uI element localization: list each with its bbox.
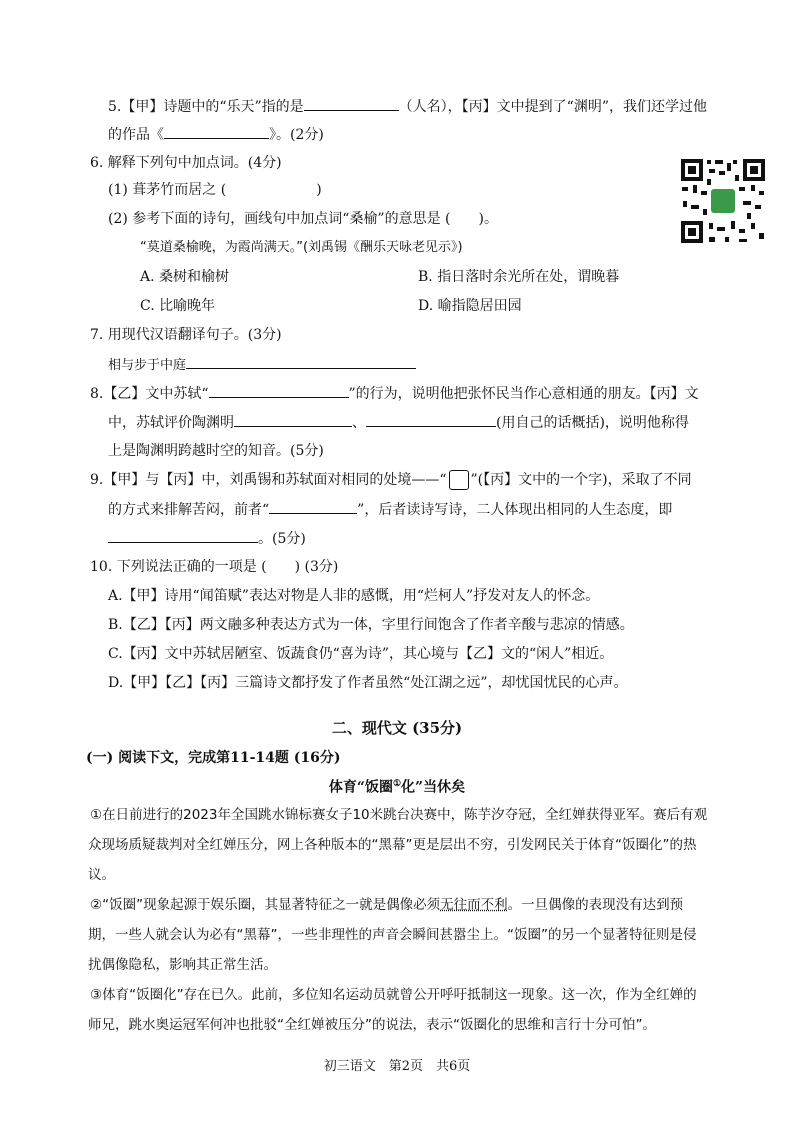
q7-sentence: 相与步于中庭 <box>108 358 187 373</box>
q5-blank2[interactable] <box>164 124 269 139</box>
q6-sub1 <box>108 180 322 200</box>
q9-blank2[interactable] <box>108 528 258 543</box>
q10-option-b: B.【乙】【丙】两文融多种表达方式为一体，字里行间饱含了作者辛酸与悲凉的情感。 <box>108 617 634 633</box>
q5-line1 <box>108 96 707 117</box>
q5-line2 <box>108 124 324 145</box>
q8-blank2[interactable] <box>234 412 352 427</box>
q6-option-a: A. 桑树和榆树 <box>140 269 230 285</box>
paragraph-2-b: 。一旦偶像的表现没有达到预期，一些人就会认为必有“黑幕”，一些非理性的声音会瞬间甚嚣尘上。“饭圈”的另一个显著特征则是侵扰偶像隐私，影响其正常生活。 <box>88 897 697 973</box>
q8-line1 <box>90 383 699 404</box>
q10-option-c: C.【丙】文中苏轼居陋室、饭蔬食仍“喜为诗”，其心境与【乙】文的“闲人”相近。 <box>108 646 614 662</box>
section2-title: 二、现代文 (35分) <box>331 719 463 737</box>
page-footer: 初三语文 第2页 共6页 <box>323 1059 471 1074</box>
q7-sentence-row <box>108 354 416 376</box>
q8-text-c: 中，苏轼评价陶渊明 <box>108 415 234 431</box>
q6-quote: “莫道桑榆晚，为霞尚满天。”(刘禹锡《酬乐天咏老见示》) <box>140 240 463 255</box>
section2-subsection: (一) 阅读下文，完成第11-14题 (16分) <box>86 750 341 766</box>
q10-option-d: D.【甲】【乙】【丙】三篇诗文都抒发了作者虽然“处江湖之远”，却忧国忧民的心声。 <box>108 675 628 691</box>
paragraph-2 <box>88 890 708 980</box>
q10-stem: 10. 下列说法正确的一项是 ( ) (3分) <box>90 559 339 575</box>
q9-blank1[interactable] <box>269 499 357 514</box>
q8-text-a: 8.【乙】文中苏轼“ <box>90 386 209 402</box>
q5-blank1[interactable] <box>304 96 399 111</box>
q9-text-e: 。(5分) <box>258 531 306 547</box>
q6-sub1-end: ) <box>316 182 322 198</box>
q9-text-d: ”，后者读诗写诗，二人体现出相同的人生态度，即 <box>357 502 673 518</box>
q8-blank1[interactable] <box>209 383 349 398</box>
paragraph-2-a: ②“饭圈”现象起源于娱乐圈，其显著特征之一就是偶像必须 <box>90 897 441 913</box>
paragraph-3: ③体育“饭圈化”存在已久。此前，多位知名运动员就曾公开呼吁抵制这一现象。这一次，作为全红婵的师兄，跳水奥运冠军何冲也批驳“全红婵被压分”的说法，表示“饭圈化的思维和言行十分可怕”。 <box>88 987 697 1033</box>
q9-text-b: ”(【丙】文中的一个字)，采取了不同 <box>470 472 692 488</box>
q5-text-a: 5.【甲】诗题中的“乐天”指的是 <box>108 99 304 115</box>
q9-text-c: 的方式来排解苦闷，前者“ <box>108 502 270 518</box>
q6-sub1-text: (1) 葺茅竹而居之 ( <box>108 182 227 198</box>
q8-line2 <box>108 412 689 433</box>
q6-stem: 6. 解释下列句中加点词。(4分) <box>90 155 282 171</box>
q9-line3 <box>108 528 306 549</box>
q9-text-a: 9.【甲】与【丙】中，刘禹锡和苏轼面对相同的处境——“ <box>90 472 447 488</box>
q9-answer-box[interactable] <box>449 470 469 490</box>
article-title-b: 化”当休矣 <box>401 779 466 796</box>
q9-line1 <box>90 470 692 490</box>
q8-text-b: ”的行为，说明他把张怀民当作心意相通的朋友。【丙】文 <box>348 386 699 402</box>
q7-answer-blank[interactable] <box>186 354 416 369</box>
q8-text-d: 、 <box>352 415 366 431</box>
q6-option-b: B. 指日落时余光所在处，谓晚暮 <box>418 269 620 285</box>
q6-option-d: D. 喻指隐居田园 <box>418 298 522 314</box>
q8-blank3[interactable] <box>366 412 496 427</box>
q8-line3: 上是陶渊明跨越时空的知音。(5分) <box>108 443 324 459</box>
paragraph-1: ①在日前进行的2023年全国跳水锦标赛女子10米跳台决赛中，陈芋汐夺冠，全红婵获得亚军。赛后有观众现场质疑裁判对全红婵压分，网上各种版本的“黑幕”更是层出不穷，引发网民关于体育“饭圈化”的热议。 <box>88 807 708 883</box>
q10-option-a: A.【甲】诗用“闻笛赋”表达对物是人非的感慨，用“烂柯人”抒发对友人的怀念。 <box>108 588 600 604</box>
article-title-note: ① <box>392 779 402 789</box>
q6-sub2: (2) 参考下面的诗句，画线句中加点词“桑榆”的意思是 ( )。 <box>108 211 498 227</box>
paragraph-2-dotted: 无往而不利 <box>440 897 508 913</box>
q9-line2 <box>108 499 672 520</box>
article-title-a: 体育“饭圈 <box>328 779 393 796</box>
q6-option-c: C. 比喻晚年 <box>140 298 216 314</box>
q7-stem: 7. 用现代汉语翻译句子。(3分) <box>90 327 282 343</box>
qr-code-icon <box>679 157 767 245</box>
q5-text-c: 的作品《 <box>108 127 164 143</box>
q5-text-b: （人名），【丙】文中提到了“渊明”，我们还学过他 <box>398 99 707 115</box>
q8-text-e: (用自己的话概括)，说明他称得 <box>496 415 689 431</box>
article-title <box>0 774 794 798</box>
q5-text-d: 》。(2分) <box>269 127 324 143</box>
